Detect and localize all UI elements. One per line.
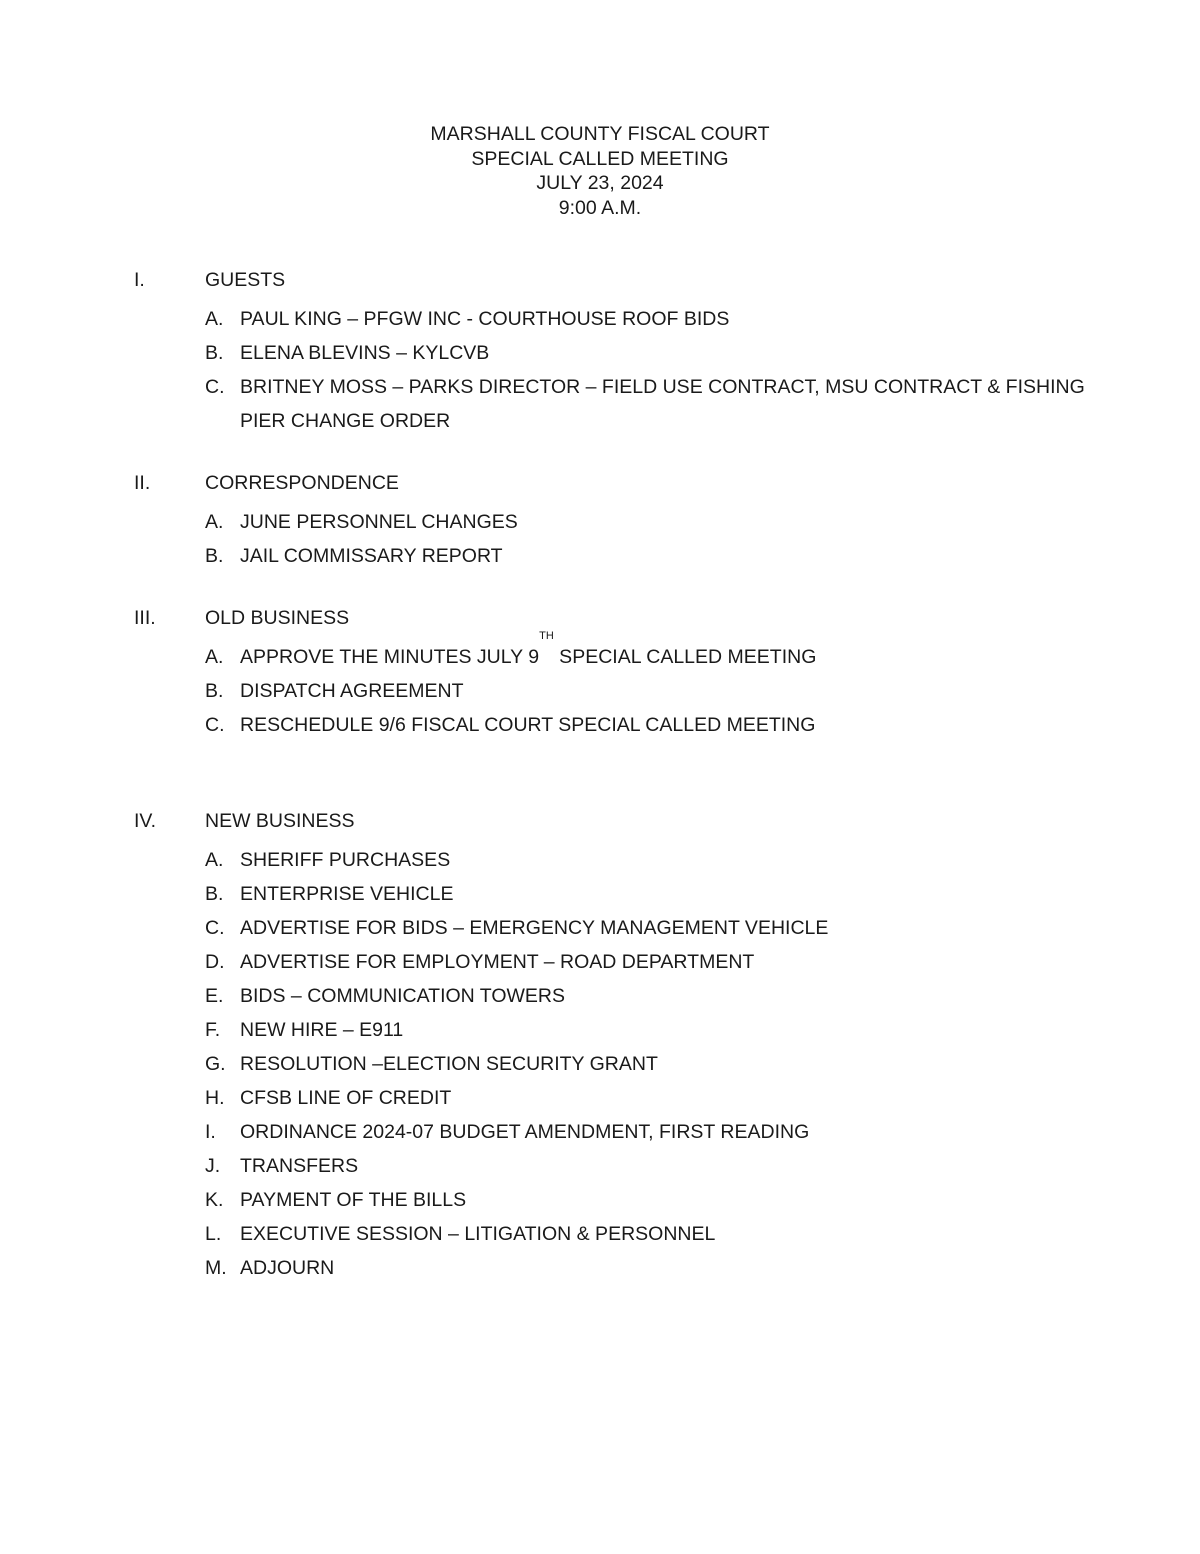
item-letter: D. <box>205 951 225 973</box>
list-item <box>0 877 1200 911</box>
item-letter: J. <box>205 1155 221 1177</box>
header-org-name: MARSHALL COUNTY FISCAL COURT <box>430 123 770 145</box>
list-item <box>0 843 1200 877</box>
item-text: PAUL KING – PFGW INC - COURTHOUSE ROOF BIDS <box>240 308 730 330</box>
section-title: CORRESPONDENCE <box>205 472 399 494</box>
item-letter: C. <box>205 376 225 398</box>
section-number: IV. <box>134 810 157 832</box>
section-title: NEW BUSINESS <box>205 810 355 832</box>
section-title: GUESTS <box>205 269 286 291</box>
list-item <box>0 1047 1200 1081</box>
list-item <box>0 302 1200 336</box>
list-item <box>0 1183 1200 1217</box>
item-text: EXECUTIVE SESSION – LITIGATION & PERSONNEL <box>240 1223 716 1245</box>
item-text-start: APPROVE THE MINUTES JULY 9 <box>240 646 540 668</box>
item-text: JUNE PERSONNEL CHANGES <box>240 511 518 533</box>
item-text: NEW HIRE – E911 <box>240 1019 404 1041</box>
header-meeting-type: SPECIAL CALLED MEETING <box>471 147 729 170</box>
list-item <box>0 708 1200 742</box>
item-letter: L. <box>205 1223 222 1245</box>
item-letter: A. <box>205 646 224 668</box>
item-text: ADVERTISE FOR EMPLOYMENT – ROAD DEPARTMENT <box>240 951 755 973</box>
section-items <box>0 302 1200 438</box>
item-letter: C. <box>205 917 225 939</box>
list-item <box>0 911 1200 945</box>
item-text: ADJOURN <box>240 1257 335 1279</box>
list-item <box>0 945 1200 979</box>
item-letter: B. <box>205 680 224 702</box>
list-item <box>0 1013 1200 1047</box>
item-letter: A. <box>205 849 224 871</box>
list-item <box>0 630 1200 674</box>
item-letter: B. <box>205 545 224 567</box>
header-time: 9:00 A.M. <box>558 196 642 219</box>
list-item <box>0 539 1200 573</box>
item-text: TRANSFERS <box>240 1155 359 1177</box>
section-title: OLD BUSINESS <box>205 607 350 629</box>
section-items <box>0 630 1200 742</box>
list-item <box>0 1115 1200 1149</box>
item-letter: A. <box>205 511 224 533</box>
item-letter: B. <box>205 883 224 905</box>
item-text: SHERIFF PURCHASES <box>240 849 451 871</box>
item-text: ELENA BLEVINS – KYLCVB <box>240 342 490 364</box>
item-text: DISPATCH AGREEMENT <box>240 680 464 702</box>
item-letter: A. <box>205 308 224 330</box>
header-date: JULY 23, 2024 <box>536 172 664 194</box>
ordinal-suffix: TH <box>539 630 554 642</box>
item-text: PAYMENT OF THE BILLS <box>240 1189 467 1211</box>
item-text: RESCHEDULE 9/6 FISCAL COURT SPECIAL CALLED MEETING <box>240 714 816 736</box>
item-letter: I. <box>205 1121 216 1143</box>
section-items <box>0 505 1200 573</box>
item-text: BRITNEY MOSS – PARKS DIRECTOR – FIELD USE CONTRACT, MSU CONTRACT & FISHING PIER CHANGE ORDER <box>240 376 1085 432</box>
list-item <box>0 336 1200 370</box>
list-item <box>0 674 1200 708</box>
item-letter: H. <box>205 1087 225 1109</box>
list-item <box>0 1149 1200 1183</box>
section-number: II. <box>134 472 151 494</box>
item-text: ADVERTISE FOR BIDS – EMERGENCY MANAGEMENT VEHICLE <box>240 917 829 939</box>
item-text: BIDS – COMMUNICATION TOWERS <box>240 985 566 1007</box>
item-letter: G. <box>205 1053 226 1075</box>
item-text <box>240 630 1120 674</box>
list-item <box>0 370 1200 438</box>
item-letter: K. <box>205 1189 224 1211</box>
list-item <box>0 505 1200 539</box>
item-letter: C. <box>205 714 225 736</box>
item-letter: E. <box>205 985 224 1007</box>
list-item <box>0 1217 1200 1251</box>
list-item <box>0 1081 1200 1115</box>
list-item <box>0 979 1200 1013</box>
item-text: RESOLUTION –ELECTION SECURITY GRANT <box>240 1053 658 1075</box>
item-letter: F. <box>205 1019 221 1041</box>
item-letter: B. <box>205 342 224 364</box>
section-number: I. <box>134 269 145 291</box>
section-number: III. <box>134 607 156 629</box>
item-text: ENTERPRISE VEHICLE <box>240 883 454 905</box>
item-text: ORDINANCE 2024-07 BUDGET AMENDMENT, FIRST READING <box>240 1121 810 1143</box>
item-text: CFSB LINE OF CREDIT <box>240 1087 452 1109</box>
document-header <box>0 122 1200 220</box>
item-text-end: SPECIAL CALLED MEETING <box>553 646 817 668</box>
section-items <box>0 843 1200 1285</box>
item-letter: M. <box>205 1257 227 1279</box>
item-text: JAIL COMMISSARY REPORT <box>240 545 503 567</box>
list-item <box>0 1251 1200 1285</box>
